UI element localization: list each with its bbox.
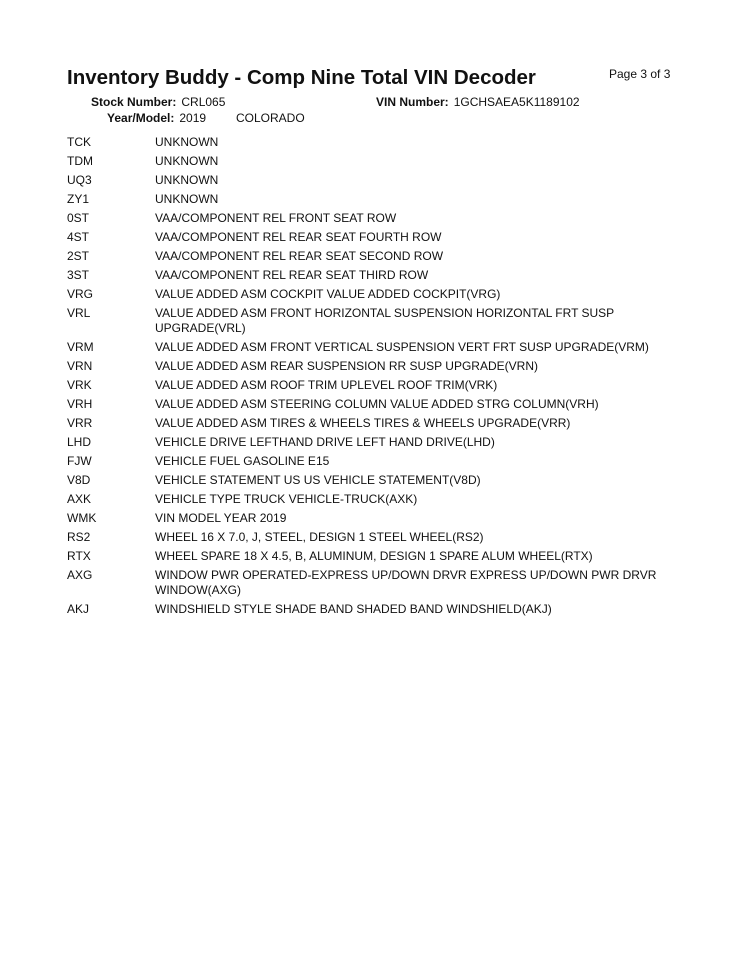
option-code: VRK <box>67 378 92 392</box>
option-row <box>67 357 677 376</box>
option-row <box>67 600 677 619</box>
option-code: FJW <box>67 454 92 468</box>
option-code: VRM <box>67 340 94 354</box>
option-row <box>67 190 677 209</box>
option-code: 4ST <box>67 230 90 244</box>
option-description: VAA/COMPONENT REL REAR SEAT THIRD ROW <box>155 268 429 282</box>
option-code: VRG <box>67 287 94 301</box>
option-description: VEHICLE TYPE TRUCK VEHICLE-TRUCK(AXK) <box>155 492 418 506</box>
option-code: LHD <box>67 435 92 449</box>
option-description: WINDSHIELD STYLE SHADE BAND SHADED BAND WINDSHIELD(AKJ) <box>155 602 552 616</box>
option-description: VAA/COMPONENT REL REAR SEAT SECOND ROW <box>155 249 444 263</box>
vin-number-value: 1GCHSAEA5K1189102 <box>453 95 580 109</box>
option-row <box>67 566 677 600</box>
option-description: UNKNOWN <box>155 192 219 206</box>
model-value: COLORADO <box>236 111 305 125</box>
option-description: VEHICLE STATEMENT US US VEHICLE STATEMENT(V8D) <box>155 473 481 487</box>
option-row <box>67 471 677 490</box>
option-description: VALUE ADDED ASM ROOF TRIM UPLEVEL ROOF TRIM(VRK) <box>155 378 498 392</box>
vin-number-field <box>376 95 580 109</box>
option-row <box>67 338 677 357</box>
option-row <box>67 376 677 395</box>
option-description: VEHICLE DRIVE LEFTHAND DRIVE LEFT HAND DRIVE(LHD) <box>155 435 495 449</box>
option-description: VEHICLE FUEL GASOLINE E15 <box>155 454 330 468</box>
option-row <box>67 247 677 266</box>
option-code: WMK <box>67 511 97 525</box>
option-row <box>67 509 677 528</box>
option-code: AKJ <box>67 602 90 616</box>
option-description: VALUE ADDED ASM STEERING COLUMN VALUE ADDED STRG COLUMN(VRH) <box>155 397 599 411</box>
year-model-field <box>107 111 206 125</box>
year-value: 2019 <box>179 111 207 125</box>
option-row <box>67 490 677 509</box>
option-row <box>67 266 677 285</box>
option-row <box>67 171 677 190</box>
option-description: VALUE ADDED ASM FRONT VERTICAL SUSPENSION VERT FRT SUSP UPGRADE(VRM) <box>155 340 649 354</box>
option-row <box>67 395 677 414</box>
page-number: Page 3 of 3 <box>609 67 671 81</box>
page-title: Inventory Buddy - Comp Nine Total VIN Decoder <box>67 66 536 89</box>
option-description: UNKNOWN <box>155 154 219 168</box>
stock-number-value: CRL065 <box>181 95 226 109</box>
option-code: 0ST <box>67 211 90 225</box>
option-row <box>67 285 677 304</box>
option-code: V8D <box>67 473 91 487</box>
option-row <box>67 209 677 228</box>
option-row <box>67 133 677 152</box>
option-description: VALUE ADDED ASM FRONT HORIZONTAL SUSPENSION HORIZONTAL FRT SUSP UPGRADE(VRL) <box>155 306 614 335</box>
option-code: VRH <box>67 397 93 411</box>
option-description: UNKNOWN <box>155 135 219 149</box>
option-description: WINDOW PWR OPERATED-EXPRESS UP/DOWN DRVR EXPRESS UP/DOWN PWR DRVR WINDOW(AXG) <box>155 568 657 597</box>
option-description: WHEEL SPARE 18 X 4.5, B, ALUMINUM, DESIGN 1 SPARE ALUM WHEEL(RTX) <box>155 549 593 563</box>
option-code-list <box>67 133 677 619</box>
option-description: VALUE ADDED ASM COCKPIT VALUE ADDED COCKPIT(VRG) <box>155 287 501 301</box>
option-description: VAA/COMPONENT REL FRONT SEAT ROW <box>155 211 397 225</box>
option-code: AXK <box>67 492 92 506</box>
option-code: VRR <box>67 416 93 430</box>
option-description: WHEEL 16 X 7.0, J, STEEL, DESIGN 1 STEEL WHEEL(RS2) <box>155 530 484 544</box>
option-description: VALUE ADDED ASM REAR SUSPENSION RR SUSP UPGRADE(VRN) <box>155 359 538 373</box>
option-row <box>67 452 677 471</box>
option-code: AXG <box>67 568 93 582</box>
stock-number-field <box>91 95 225 109</box>
stock-number-label: Stock Number: <box>91 95 177 109</box>
option-code: TCK <box>67 135 91 149</box>
option-code: 2ST <box>67 249 90 263</box>
option-description: VALUE ADDED ASM TIRES & WHEELS TIRES & WHEELS UPGRADE(VRR) <box>155 416 571 430</box>
option-row <box>67 547 677 566</box>
option-row <box>67 528 677 547</box>
option-code: RTX <box>67 549 91 563</box>
option-code: 3ST <box>67 268 90 282</box>
option-code: TDM <box>67 154 93 168</box>
option-code: UQ3 <box>67 173 92 187</box>
option-row <box>67 304 677 338</box>
option-code: ZY1 <box>67 192 90 206</box>
option-code: VRN <box>67 359 93 373</box>
year-model-label: Year/Model: <box>107 111 175 125</box>
option-row <box>67 152 677 171</box>
option-code: RS2 <box>67 530 91 544</box>
option-row <box>67 228 677 247</box>
option-row <box>67 433 677 452</box>
option-description: VIN MODEL YEAR 2019 <box>155 511 287 525</box>
vin-number-label: VIN Number: <box>376 95 449 109</box>
option-code: VRL <box>67 306 91 320</box>
option-description: VAA/COMPONENT REL REAR SEAT FOURTH ROW <box>155 230 442 244</box>
option-row <box>67 414 677 433</box>
option-description: UNKNOWN <box>155 173 219 187</box>
